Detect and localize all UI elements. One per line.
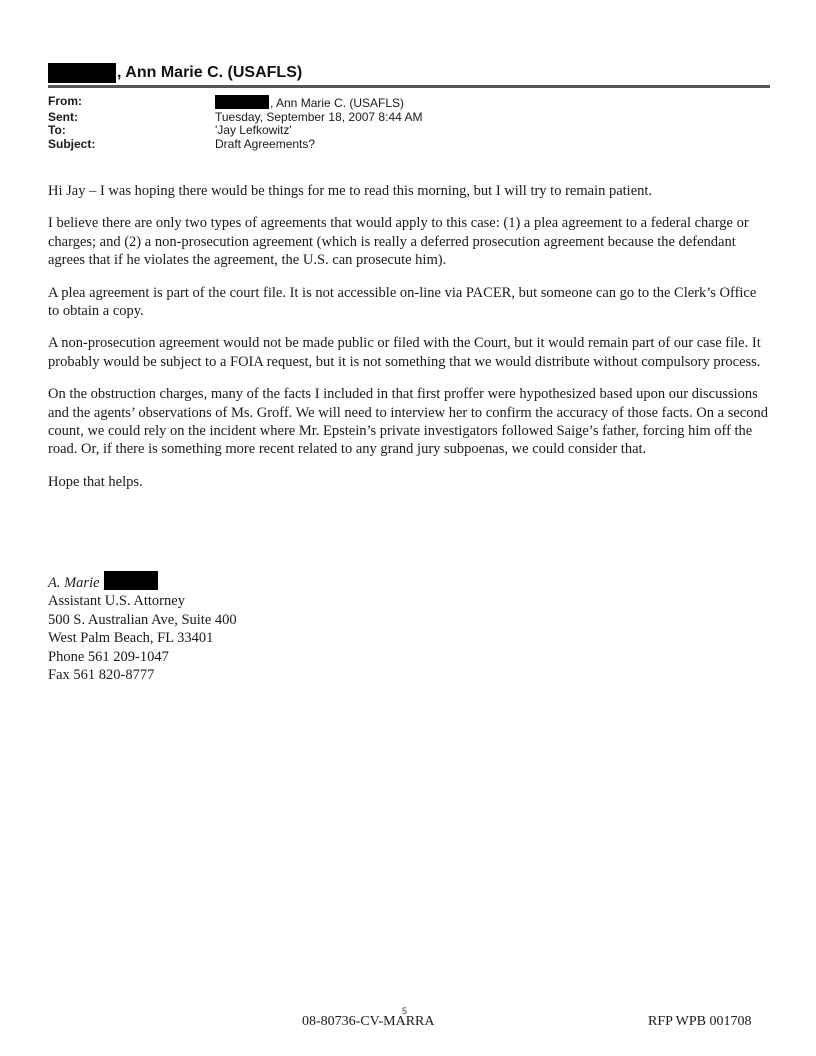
from-value-wrap xyxy=(215,95,404,111)
body-paragraph: Hi Jay – I was hoping there would be things for me to read this morning, but I will try to remain patient. xyxy=(48,183,653,199)
email-meta xyxy=(48,95,422,151)
redaction-block xyxy=(215,95,269,109)
body-paragraph: A non-prosecution agreement would not be made public or filed with the Court, but it would remain part of our case file. It probably would be subject to a FOIA request, but it is not something that we would distribute without compulsory process. xyxy=(48,335,761,370)
from-value: , Ann Marie C. (USAFLS) xyxy=(270,96,405,110)
subject-value: Draft Agreements? xyxy=(215,136,316,151)
page-number: 5 xyxy=(402,1006,408,1016)
signature-address1: 500 S. Australian Ave, Suite 400 xyxy=(48,611,237,628)
signature-name: A. Marie xyxy=(48,575,100,591)
from-row xyxy=(48,95,422,111)
sent-value: Tuesday, September 18, 2007 8:44 AM xyxy=(215,109,423,124)
signature-title: Assistant U.S. Attorney xyxy=(48,593,185,610)
case-number: 08-80736-CV-MARRA xyxy=(302,1014,435,1029)
signature-phone: Phone 561 209-1047 xyxy=(48,648,169,665)
signature-block xyxy=(48,571,237,684)
signature-name-line xyxy=(48,571,237,592)
bates-number: RFP WPB 001708 xyxy=(648,1014,752,1029)
from-label: From: xyxy=(48,94,82,108)
email-body xyxy=(48,182,768,505)
body-paragraph: I believe there are only two types of agreements that would apply to this case: (1) a plea agreement to a federal charge or charges; and (2) a non-prosecution agreement (which is really a deferred prosecution agreement because the defendant agrees that if he violates the agreement, the U.S. can prosecute him). xyxy=(48,215,749,269)
subject-row xyxy=(48,138,422,152)
sent-row xyxy=(48,111,422,125)
sent-label: Sent: xyxy=(48,109,78,124)
to-label: To: xyxy=(48,123,66,137)
redaction-block xyxy=(48,63,116,83)
body-paragraph: On the obstruction charges, many of the facts I included in that first proffer were hypothesized based upon our discussions and the agents’ observations of Ms. Groff. We will need to interview her to confirm the accuracy of those facts. On a second count, we could rely on the incident where Mr. Epstein’s private investigators followed Saige’s father, forcing him off the road. Or, if there is something more recent related to any grand jury subpoenas, we could consider that. xyxy=(48,386,768,458)
header-divider xyxy=(48,85,770,88)
body-paragraph: Hope that helps. xyxy=(48,473,143,490)
signature-fax: Fax 561 820-8777 xyxy=(48,667,155,684)
subject-label: Subject: xyxy=(48,136,96,151)
sender-name: , Ann Marie C. (USAFLS) xyxy=(117,64,303,81)
to-row xyxy=(48,124,422,138)
redaction-block xyxy=(104,571,158,590)
email-header-title xyxy=(48,62,770,84)
to-value: 'Jay Lefkowitz' xyxy=(215,123,292,137)
signature-address2: West Palm Beach, FL 33401 xyxy=(48,630,214,647)
body-paragraph: A plea agreement is part of the court file. It is not accessible on-line via PACER, but someone can go to the Clerk’s Office to obtain a copy. xyxy=(48,284,757,320)
